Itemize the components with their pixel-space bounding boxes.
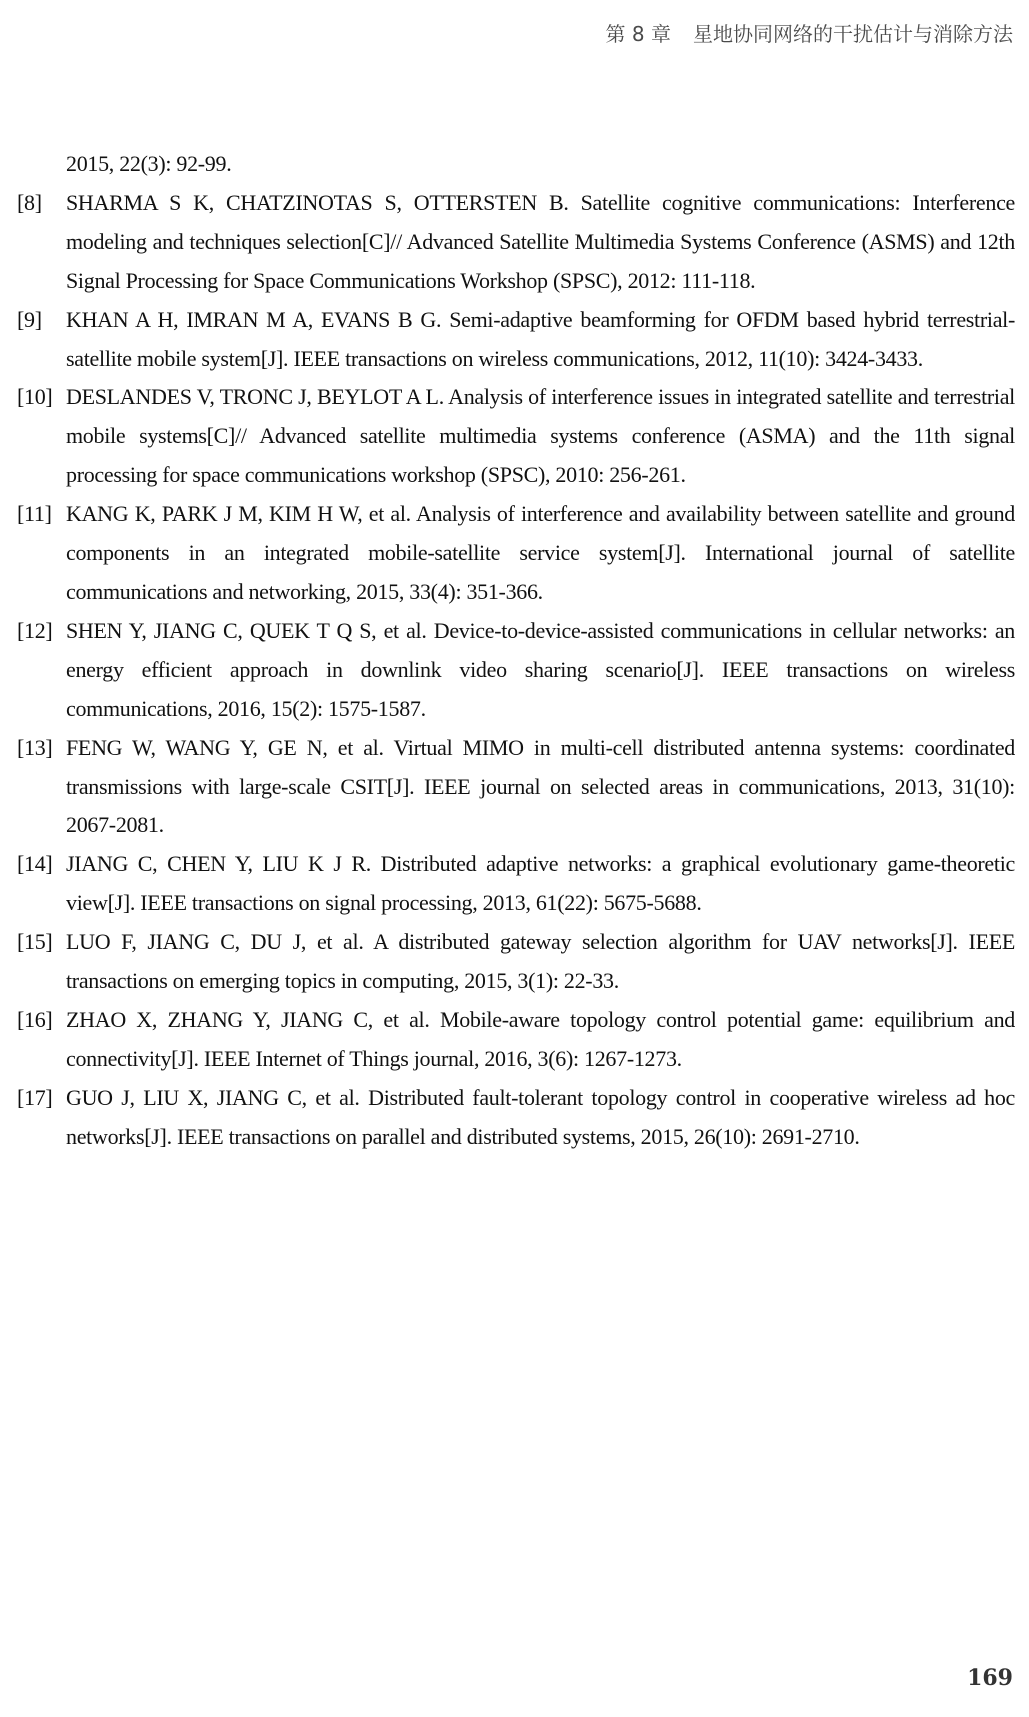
reference-item: [17, 184, 1015, 301]
reference-number: [15]: [17, 929, 53, 955]
reference-number: [11]: [17, 501, 52, 527]
reference-text: JIANG C, CHEN Y, LIU K J R. Distributed adaptive networks: a graphical evolutionary game-theoretic view[J]. IEEE transactions on signal processing, 2013, 61(22): 5675-5688.: [66, 851, 1015, 916]
reference-item: [17, 1001, 1015, 1079]
reference-item: [17, 845, 1015, 923]
reference-item: [17, 378, 1015, 495]
reference-list: [17, 145, 1015, 1157]
reference-number: [13]: [17, 734, 53, 760]
running-header: [606, 18, 1013, 47]
reference-item: [17, 495, 1015, 612]
reference-number: [14]: [17, 851, 53, 877]
page-number: 169: [967, 1665, 1013, 1691]
reference-number: [12]: [17, 617, 53, 643]
reference-text: GUO J, LIU X, JIANG C, et al. Distributed fault-tolerant topology control in cooperative wireless ad hoc networks[J]. IEEE transactions on parallel and distributed systems, 2015, 26(10): 2691-2710.: [66, 1084, 1015, 1149]
reference-item: [17, 1079, 1015, 1157]
reference-continuation: 2015, 22(3): 92-99.: [66, 151, 232, 176]
reference-text: LUO F, JIANG C, DU J, et al. A distributed gateway selection algorithm for UAV networks[J]. IEEE transactions on emerging topics in computing, 2015, 3(1): 22-33.: [66, 929, 1015, 994]
reference-text: SHARMA S K, CHATZINOTAS S, OTTERSTEN B. Satellite cognitive communications: Interference modeling and techniques selection[C]// Advanced Satellite Multimedia Systems Conference (ASMS) and 12th Signal Processing for Space Communications Workshop (SPSC), 2012: 111-118.: [66, 189, 1015, 293]
reference-item: [17, 301, 1015, 379]
reference-text: ZHAO X, ZHANG Y, JIANG C, et al. Mobile-aware topology control potential game: equilibrium and connectivity[J]. IEEE Internet of Things journal, 2016, 3(6): 1267-1273.: [66, 1006, 1015, 1071]
reference-text: DESLANDES V, TRONC J, BEYLOT A L. Analysis of interference issues in integrated satellite and terrestrial mobile systems[C]// Advanced satellite multimedia systems conference (ASMA) and the 11th signal processing for space communications workshop (SPSC), 2010: 256-261.: [66, 384, 1015, 488]
reference-text: SHEN Y, JIANG C, QUEK T Q S, et al. Device-to-device-assisted communications in cellular networks: an energy efficient approach in downlink video sharing scenario[J]. IEEE transactions on wireless communications, 2016, 15(2): 1575-1587.: [66, 617, 1015, 721]
reference-item: [17, 612, 1015, 729]
reference-number: [9]: [17, 306, 42, 332]
reference-number: [10]: [17, 384, 53, 410]
reference-number: [17]: [17, 1084, 53, 1110]
reference-text: KHAN A H, IMRAN M A, EVANS B G. Semi-adaptive beamforming for OFDM based hybrid terrestrial-satellite mobile system[J]. IEEE transactions on wireless communications, 2012, 11(10): 3424-3433.: [66, 306, 1015, 371]
reference-text: FENG W, WANG Y, GE N, et al. Virtual MIMO in multi-cell distributed antenna systems: coordinated transmissions with large-scale CSIT[J]. IEEE journal on selected areas in communications, 2013, 31(10): 2067-2081.: [66, 734, 1015, 838]
chapter-number: 第 8 章: [605, 22, 671, 46]
reference-item: [17, 923, 1015, 1001]
reference-item: [17, 729, 1015, 846]
reference-number: [8]: [17, 189, 42, 215]
reference-text: KANG K, PARK J M, KIM H W, et al. Analysis of interference and availability between satellite and ground components in an integrated mobile-satellite service system[J]. International journal of satellite communications and networking, 2015, 33(4): 351-366.: [66, 501, 1015, 604]
reference-number: [16]: [17, 1006, 53, 1032]
chapter-title: 星地协同网络的干扰估计与消除方法: [693, 22, 1013, 46]
